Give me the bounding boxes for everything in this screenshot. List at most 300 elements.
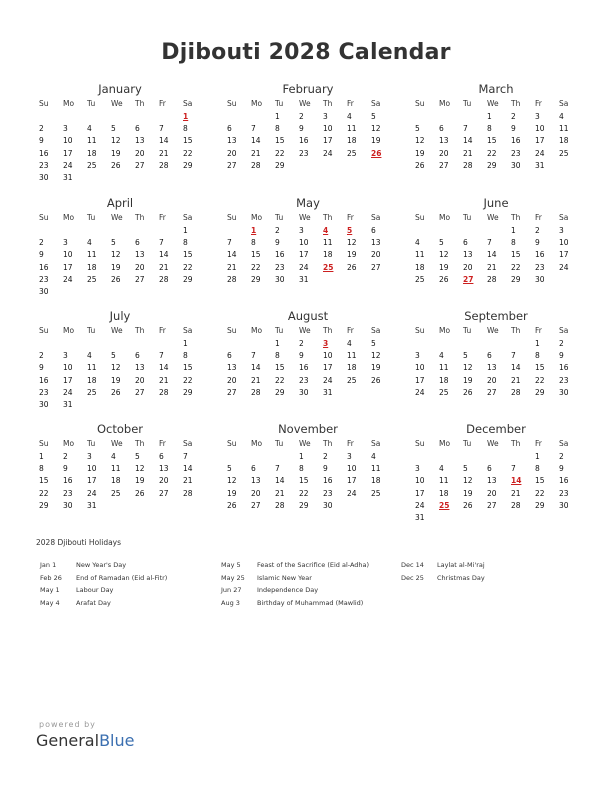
day-cell[interactable]: 12: [439, 250, 449, 260]
day-cell[interactable]: 3: [323, 112, 328, 121]
day-cell[interactable]: 5: [371, 339, 376, 348]
day-cell[interactable]: 13: [251, 476, 261, 486]
day-cell[interactable]: 14: [159, 250, 169, 260]
day-cell[interactable]: 26: [111, 160, 121, 170]
day-cell[interactable]: 26: [415, 160, 425, 170]
day-cell[interactable]: 17: [87, 476, 97, 486]
day-cell[interactable]: 18: [87, 148, 97, 158]
day-cell[interactable]: 15: [275, 136, 285, 146]
day-cell[interactable]: 9: [39, 250, 44, 260]
day-cell[interactable]: 27: [227, 160, 237, 170]
day-cell[interactable]: 27: [251, 500, 261, 510]
day-cell[interactable]: 8: [251, 238, 256, 248]
day-cell[interactable]: 6: [487, 351, 492, 361]
holiday-day-cell[interactable]: 4: [323, 226, 329, 235]
day-cell[interactable]: 31: [87, 500, 97, 510]
day-cell[interactable]: 26: [439, 274, 449, 284]
day-cell[interactable]: 4: [439, 464, 444, 474]
day-cell[interactable]: 1: [39, 452, 44, 461]
day-cell[interactable]: 2: [535, 226, 540, 235]
day-cell[interactable]: 21: [227, 262, 237, 272]
day-cell[interactable]: 29: [299, 500, 309, 510]
day-cell[interactable]: 26: [463, 387, 473, 397]
day-cell[interactable]: 19: [463, 375, 473, 385]
day-cell[interactable]: 19: [371, 136, 381, 146]
day-cell[interactable]: 23: [299, 148, 309, 158]
day-cell[interactable]: 10: [347, 464, 357, 474]
day-cell[interactable]: 1: [487, 112, 492, 121]
day-cell[interactable]: 3: [559, 226, 564, 235]
day-cell[interactable]: 4: [111, 452, 116, 461]
day-cell[interactable]: 24: [535, 148, 545, 158]
day-cell[interactable]: 18: [371, 476, 381, 486]
day-cell[interactable]: 31: [63, 172, 73, 182]
day-cell[interactable]: 7: [183, 452, 188, 461]
day-cell[interactable]: 2: [39, 351, 44, 361]
day-cell[interactable]: 16: [559, 363, 569, 373]
day-cell[interactable]: 17: [63, 262, 73, 272]
day-cell[interactable]: 30: [559, 500, 569, 510]
day-cell[interactable]: 4: [347, 112, 352, 121]
day-cell[interactable]: 11: [371, 464, 381, 474]
day-cell[interactable]: 24: [559, 262, 569, 272]
holiday-day-cell[interactable]: 25: [323, 262, 334, 272]
day-cell[interactable]: 17: [559, 250, 569, 260]
day-cell[interactable]: 30: [39, 172, 49, 182]
day-cell[interactable]: 15: [511, 250, 521, 260]
day-cell[interactable]: 9: [39, 363, 44, 373]
day-cell[interactable]: 22: [535, 488, 545, 498]
day-cell[interactable]: 22: [535, 375, 545, 385]
day-cell[interactable]: 24: [63, 274, 73, 284]
day-cell[interactable]: 18: [323, 250, 333, 260]
day-cell[interactable]: 22: [511, 262, 521, 272]
day-cell[interactable]: 15: [487, 136, 497, 146]
day-cell[interactable]: 10: [415, 476, 425, 486]
day-cell[interactable]: 16: [323, 476, 333, 486]
day-cell[interactable]: 19: [111, 262, 121, 272]
day-cell[interactable]: 5: [135, 452, 140, 461]
day-cell[interactable]: 9: [63, 464, 68, 474]
day-cell[interactable]: 6: [159, 452, 164, 461]
holiday-day-cell[interactable]: 5: [347, 226, 353, 235]
day-cell[interactable]: 27: [227, 387, 237, 397]
day-cell[interactable]: 11: [347, 124, 357, 134]
day-cell[interactable]: 8: [487, 124, 492, 134]
day-cell[interactable]: 20: [227, 148, 237, 158]
day-cell[interactable]: 8: [535, 351, 540, 361]
day-cell[interactable]: 4: [87, 351, 92, 361]
day-cell[interactable]: 5: [371, 112, 376, 121]
day-cell[interactable]: 20: [135, 375, 145, 385]
day-cell[interactable]: 25: [111, 488, 121, 498]
day-cell[interactable]: 17: [323, 136, 333, 146]
day-cell[interactable]: 29: [183, 387, 193, 397]
day-cell[interactable]: 4: [347, 339, 352, 348]
day-cell[interactable]: 30: [511, 160, 521, 170]
day-cell[interactable]: 6: [227, 124, 232, 134]
day-cell[interactable]: 22: [183, 148, 193, 158]
day-cell[interactable]: 26: [227, 500, 237, 510]
day-cell[interactable]: 14: [463, 136, 473, 146]
day-cell[interactable]: 6: [487, 464, 492, 474]
day-cell[interactable]: 1: [535, 452, 540, 461]
day-cell[interactable]: 21: [183, 476, 193, 486]
day-cell[interactable]: 2: [511, 112, 516, 121]
day-cell[interactable]: 25: [87, 274, 97, 284]
day-cell[interactable]: 4: [87, 124, 92, 134]
day-cell[interactable]: 6: [135, 238, 140, 248]
day-cell[interactable]: 23: [559, 488, 569, 498]
day-cell[interactable]: 9: [39, 136, 44, 146]
day-cell[interactable]: 12: [111, 250, 121, 260]
day-cell[interactable]: 1: [535, 339, 540, 348]
day-cell[interactable]: 5: [463, 464, 468, 474]
day-cell[interactable]: 29: [183, 160, 193, 170]
day-cell[interactable]: 27: [371, 262, 381, 272]
day-cell[interactable]: 3: [347, 452, 352, 461]
day-cell[interactable]: 3: [535, 112, 540, 121]
day-cell[interactable]: 8: [183, 124, 188, 134]
day-cell[interactable]: 28: [463, 160, 473, 170]
day-cell[interactable]: 27: [159, 488, 169, 498]
day-cell[interactable]: 23: [511, 148, 521, 158]
day-cell[interactable]: 21: [159, 375, 169, 385]
day-cell[interactable]: 8: [275, 351, 280, 361]
day-cell[interactable]: 10: [87, 464, 97, 474]
day-cell[interactable]: 10: [559, 238, 569, 248]
day-cell[interactable]: 5: [111, 238, 116, 248]
day-cell[interactable]: 26: [347, 262, 357, 272]
day-cell[interactable]: 7: [463, 124, 468, 134]
holiday-day-cell[interactable]: 1: [251, 226, 257, 235]
day-cell[interactable]: 5: [415, 124, 420, 134]
holiday-day-cell[interactable]: 3: [323, 339, 329, 348]
day-cell[interactable]: 2: [275, 226, 280, 235]
day-cell[interactable]: 21: [275, 488, 285, 498]
day-cell[interactable]: 7: [487, 238, 492, 248]
day-cell[interactable]: 14: [275, 476, 285, 486]
day-cell[interactable]: 17: [415, 375, 425, 385]
day-cell[interactable]: 6: [463, 238, 468, 248]
day-cell[interactable]: 23: [275, 262, 285, 272]
day-cell[interactable]: 31: [323, 387, 333, 397]
day-cell[interactable]: 18: [439, 375, 449, 385]
day-cell[interactable]: 30: [559, 387, 569, 397]
day-cell[interactable]: 3: [63, 238, 68, 248]
day-cell[interactable]: 21: [511, 488, 521, 498]
day-cell[interactable]: 8: [183, 238, 188, 248]
day-cell[interactable]: 30: [275, 274, 285, 284]
day-cell[interactable]: 18: [111, 476, 121, 486]
day-cell[interactable]: 20: [487, 375, 497, 385]
day-cell[interactable]: 8: [299, 464, 304, 474]
day-cell[interactable]: 28: [275, 500, 285, 510]
day-cell[interactable]: 10: [63, 363, 73, 373]
day-cell[interactable]: 10: [415, 363, 425, 373]
day-cell[interactable]: 31: [415, 512, 425, 522]
day-cell[interactable]: 15: [251, 250, 261, 260]
day-cell[interactable]: 19: [111, 148, 121, 158]
holiday-day-cell[interactable]: 26: [371, 148, 382, 158]
day-cell[interactable]: 24: [87, 488, 97, 498]
day-cell[interactable]: 17: [535, 136, 545, 146]
day-cell[interactable]: 12: [135, 464, 145, 474]
day-cell[interactable]: 30: [63, 500, 73, 510]
day-cell[interactable]: 6: [439, 124, 444, 134]
day-cell[interactable]: 11: [347, 351, 357, 361]
day-cell[interactable]: 29: [39, 500, 49, 510]
day-cell[interactable]: 14: [159, 136, 169, 146]
day-cell[interactable]: 7: [251, 124, 256, 134]
brand-logo[interactable]: [36, 731, 134, 750]
day-cell[interactable]: 15: [39, 476, 49, 486]
day-cell[interactable]: 5: [227, 464, 232, 474]
day-cell[interactable]: 18: [87, 375, 97, 385]
holiday-day-cell[interactable]: 14: [511, 476, 522, 486]
day-cell[interactable]: 27: [487, 387, 497, 397]
day-cell[interactable]: 11: [439, 363, 449, 373]
day-cell[interactable]: 24: [415, 500, 425, 510]
day-cell[interactable]: 28: [159, 387, 169, 397]
day-cell[interactable]: 31: [63, 399, 73, 409]
holiday-day-cell[interactable]: 25: [439, 500, 450, 510]
day-cell[interactable]: 11: [111, 464, 121, 474]
day-cell[interactable]: 23: [559, 375, 569, 385]
day-cell[interactable]: 12: [111, 363, 121, 373]
day-cell[interactable]: 29: [487, 160, 497, 170]
day-cell[interactable]: 24: [323, 375, 333, 385]
day-cell[interactable]: 13: [135, 363, 145, 373]
day-cell[interactable]: 1: [511, 226, 516, 235]
day-cell[interactable]: 3: [415, 351, 420, 361]
day-cell[interactable]: 7: [251, 351, 256, 361]
day-cell[interactable]: 7: [227, 238, 232, 248]
day-cell[interactable]: 1: [183, 339, 188, 348]
day-cell[interactable]: 3: [87, 452, 92, 461]
day-cell[interactable]: 20: [159, 476, 169, 486]
day-cell[interactable]: 16: [63, 476, 73, 486]
day-cell[interactable]: 22: [275, 375, 285, 385]
day-cell[interactable]: 15: [183, 250, 193, 260]
day-cell[interactable]: 12: [371, 124, 381, 134]
day-cell[interactable]: 6: [371, 226, 376, 235]
day-cell[interactable]: 24: [63, 387, 73, 397]
day-cell[interactable]: 23: [39, 274, 49, 284]
day-cell[interactable]: 20: [135, 262, 145, 272]
day-cell[interactable]: 13: [159, 464, 169, 474]
day-cell[interactable]: 18: [87, 262, 97, 272]
day-cell[interactable]: 11: [323, 238, 333, 248]
day-cell[interactable]: 20: [251, 488, 261, 498]
day-cell[interactable]: 14: [511, 363, 521, 373]
day-cell[interactable]: 30: [535, 274, 545, 284]
day-cell[interactable]: 11: [87, 363, 97, 373]
day-cell[interactable]: 18: [415, 262, 425, 272]
day-cell[interactable]: 13: [227, 363, 237, 373]
day-cell[interactable]: 13: [135, 250, 145, 260]
day-cell[interactable]: 9: [559, 351, 564, 361]
day-cell[interactable]: 11: [559, 124, 569, 134]
day-cell[interactable]: 8: [183, 351, 188, 361]
day-cell[interactable]: 29: [511, 274, 521, 284]
day-cell[interactable]: 4: [415, 238, 420, 248]
day-cell[interactable]: 4: [439, 351, 444, 361]
day-cell[interactable]: 12: [111, 136, 121, 146]
day-cell[interactable]: 15: [299, 476, 309, 486]
day-cell[interactable]: 5: [111, 351, 116, 361]
day-cell[interactable]: 20: [439, 148, 449, 158]
day-cell[interactable]: 16: [275, 250, 285, 260]
day-cell[interactable]: 23: [299, 375, 309, 385]
day-cell[interactable]: 14: [159, 363, 169, 373]
day-cell[interactable]: 10: [63, 136, 73, 146]
day-cell[interactable]: 26: [371, 375, 381, 385]
day-cell[interactable]: 20: [463, 262, 473, 272]
day-cell[interactable]: 15: [535, 363, 545, 373]
day-cell[interactable]: 11: [415, 250, 425, 260]
day-cell[interactable]: 28: [251, 160, 261, 170]
day-cell[interactable]: 11: [439, 476, 449, 486]
day-cell[interactable]: 17: [415, 488, 425, 498]
day-cell[interactable]: 8: [39, 464, 44, 474]
day-cell[interactable]: 30: [299, 387, 309, 397]
day-cell[interactable]: 1: [299, 452, 304, 461]
day-cell[interactable]: 9: [299, 124, 304, 134]
day-cell[interactable]: 2: [63, 452, 68, 461]
day-cell[interactable]: 19: [463, 488, 473, 498]
day-cell[interactable]: 14: [227, 250, 237, 260]
day-cell[interactable]: 25: [347, 375, 357, 385]
day-cell[interactable]: 17: [347, 476, 357, 486]
day-cell[interactable]: 8: [275, 124, 280, 134]
day-cell[interactable]: 18: [559, 136, 569, 146]
day-cell[interactable]: 14: [183, 464, 193, 474]
day-cell[interactable]: 29: [535, 500, 545, 510]
day-cell[interactable]: 27: [439, 160, 449, 170]
day-cell[interactable]: 25: [371, 488, 381, 498]
day-cell[interactable]: 20: [227, 375, 237, 385]
day-cell[interactable]: 16: [39, 262, 49, 272]
day-cell[interactable]: 29: [251, 274, 261, 284]
day-cell[interactable]: 3: [415, 464, 420, 474]
day-cell[interactable]: 30: [39, 286, 49, 296]
day-cell[interactable]: 2: [559, 339, 564, 348]
day-cell[interactable]: 28: [511, 500, 521, 510]
day-cell[interactable]: 23: [63, 488, 73, 498]
day-cell[interactable]: 26: [111, 274, 121, 284]
day-cell[interactable]: 10: [323, 124, 333, 134]
day-cell[interactable]: 22: [487, 148, 497, 158]
day-cell[interactable]: 25: [87, 160, 97, 170]
day-cell[interactable]: 11: [87, 250, 97, 260]
day-cell[interactable]: 6: [135, 351, 140, 361]
day-cell[interactable]: 20: [371, 250, 381, 260]
day-cell[interactable]: 15: [183, 363, 193, 373]
day-cell[interactable]: 24: [415, 387, 425, 397]
day-cell[interactable]: 5: [463, 351, 468, 361]
day-cell[interactable]: 10: [535, 124, 545, 134]
day-cell[interactable]: 30: [39, 399, 49, 409]
day-cell[interactable]: 13: [371, 238, 381, 248]
day-cell[interactable]: 19: [227, 488, 237, 498]
day-cell[interactable]: 22: [183, 375, 193, 385]
day-cell[interactable]: 24: [323, 148, 333, 158]
day-cell[interactable]: 29: [183, 274, 193, 284]
day-cell[interactable]: 14: [487, 250, 497, 260]
day-cell[interactable]: 28: [159, 160, 169, 170]
day-cell[interactable]: 9: [275, 238, 280, 248]
day-cell[interactable]: 13: [439, 136, 449, 146]
day-cell[interactable]: 2: [559, 452, 564, 461]
day-cell[interactable]: 14: [251, 363, 261, 373]
day-cell[interactable]: 10: [323, 351, 333, 361]
day-cell[interactable]: 21: [487, 262, 497, 272]
day-cell[interactable]: 29: [535, 387, 545, 397]
day-cell[interactable]: 24: [347, 488, 357, 498]
day-cell[interactable]: 1: [275, 112, 280, 121]
day-cell[interactable]: 1: [183, 226, 188, 235]
day-cell[interactable]: 29: [275, 160, 285, 170]
day-cell[interactable]: 12: [415, 136, 425, 146]
day-cell[interactable]: 16: [39, 375, 49, 385]
day-cell[interactable]: 20: [487, 488, 497, 498]
day-cell[interactable]: 2: [299, 339, 304, 348]
day-cell[interactable]: 1: [275, 339, 280, 348]
day-cell[interactable]: 16: [511, 136, 521, 146]
day-cell[interactable]: 16: [299, 136, 309, 146]
day-cell[interactable]: 19: [347, 250, 357, 260]
day-cell[interactable]: 4: [87, 238, 92, 248]
day-cell[interactable]: 18: [347, 363, 357, 373]
day-cell[interactable]: 12: [227, 476, 237, 486]
day-cell[interactable]: 4: [371, 452, 376, 461]
day-cell[interactable]: 10: [63, 250, 73, 260]
day-cell[interactable]: 22: [275, 148, 285, 158]
day-cell[interactable]: 19: [111, 375, 121, 385]
day-cell[interactable]: 13: [487, 363, 497, 373]
day-cell[interactable]: 25: [87, 387, 97, 397]
day-cell[interactable]: 20: [135, 148, 145, 158]
day-cell[interactable]: 25: [415, 274, 425, 284]
day-cell[interactable]: 22: [183, 262, 193, 272]
day-cell[interactable]: 6: [135, 124, 140, 134]
day-cell[interactable]: 19: [415, 148, 425, 158]
day-cell[interactable]: 13: [227, 136, 237, 146]
day-cell[interactable]: 24: [299, 262, 309, 272]
day-cell[interactable]: 17: [63, 148, 73, 158]
day-cell[interactable]: 26: [135, 488, 145, 498]
day-cell[interactable]: 5: [111, 124, 116, 134]
day-cell[interactable]: 21: [159, 262, 169, 272]
day-cell[interactable]: 9: [323, 464, 328, 474]
day-cell[interactable]: 17: [63, 375, 73, 385]
day-cell[interactable]: 7: [511, 464, 516, 474]
day-cell[interactable]: 9: [511, 124, 516, 134]
day-cell[interactable]: 14: [251, 136, 261, 146]
day-cell[interactable]: 6: [227, 351, 232, 361]
day-cell[interactable]: 4: [559, 112, 564, 121]
day-cell[interactable]: 3: [63, 124, 68, 134]
holiday-day-cell[interactable]: 27: [463, 274, 474, 284]
day-cell[interactable]: 18: [347, 136, 357, 146]
day-cell[interactable]: 7: [159, 124, 164, 134]
day-cell[interactable]: 29: [275, 387, 285, 397]
day-cell[interactable]: 25: [559, 148, 569, 158]
day-cell[interactable]: 2: [39, 238, 44, 248]
day-cell[interactable]: 28: [227, 274, 237, 284]
day-cell[interactable]: 21: [511, 375, 521, 385]
